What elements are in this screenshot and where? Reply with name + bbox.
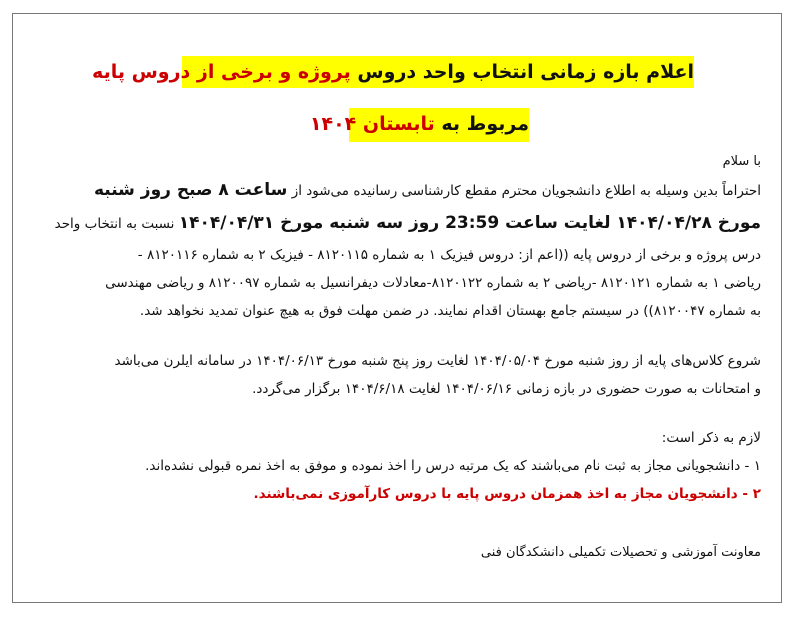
- announcement: [27, 14, 769, 602]
- title-line-1-black: اعلام بازه زمانی انتخاب واحد دروس: [350, 61, 694, 83]
- para1-line1-bold: ساعت ۸ صبح روز شنبه: [93, 180, 288, 200]
- para1-line2-bold: مورخ ۱۴۰۴/۰۴/۲۸ لغایت ساعت 23:59 روز سه شنبه مورخ ۱۴۰۴/۰۴/۳۱: [178, 213, 761, 233]
- para2-line1: شروع کلاس‌های پایه از روز شنبه مورخ ۱۴۰۴/۰۵/۰۴ لغایت روز پنج شنبه مورخ ۱۴۰۴/۰۶/۱۳ در سامانه ایلرن می‌باشد: [114, 353, 761, 369]
- para1-line5: به شماره ۸۱۲۰۰۴۷)) در سیستم جامع بهستان اقدام نمایند. در ضمن مهلت فوق به هیچ عنوان تمدید نخواهد شد.: [139, 303, 761, 319]
- para1-line3: درس پروژه و برخی از دروس پایه ((اعم از: دروس فیزیک ۱ به شماره ۸۱۲۰۱۱۵ - فیزیک ۲ به شماره ۸۱۲۰۱۱۶ -: [137, 247, 761, 263]
- para1-line2: [55, 213, 761, 233]
- notes-heading: لازم به ذکر است:: [661, 430, 761, 446]
- document-frame: [12, 13, 782, 603]
- para1-line2-text: نسبت به انتخاب واحد: [54, 216, 179, 232]
- signature: معاونت آموزشی و تحصیلات تکمیلی دانشکدگان فنی: [480, 545, 761, 560]
- title-line-2-black: مربوط به: [434, 113, 529, 135]
- title-line-1: [92, 56, 694, 88]
- para1-line4: ریاضی ۱ به شماره ۸۱۲۰۱۲۱ -ریاضی ۲ به شماره ۸۱۲۰۱۲۲-معادلات دیفرانسیل به شماره ۸۱۲۰۰۹۷ و ریاضی مهندسی: [105, 275, 761, 291]
- title-line-2-red: تابستان ۱۴۰۴: [309, 113, 435, 135]
- greeting: با سلام: [722, 154, 761, 169]
- para1-line1-text: احتراماً بدین وسیله به اطلاع دانشجویان محترم مقطع کارشناسی رسانیده می‌شود از: [287, 183, 761, 199]
- para1-line1: [94, 180, 761, 200]
- title-line-2: [309, 108, 529, 142]
- para2-line2: و امتحانات به صورت حضوری در بازه زمانی ۱۴۰۴/۰۶/۱۶ لغایت ۱۴۰۴/۶/۱۸ برگزار می‌گردد.: [252, 381, 761, 397]
- note-item-1: ۱ - دانشجویانی مجاز به ثبت نام می‌باشند که یک مرتبه درس را اخذ نموده و موفق به اخذ نمره قبولی نشده‌اند.: [145, 458, 761, 474]
- title-line-1-red: پروژه و برخی از دروس پایه: [92, 61, 351, 83]
- note-item-2: ۲ - دانشجویان مجاز به اخذ همزمان دروس پایه با دروس کارآموزی نمی‌باشند.: [253, 486, 761, 502]
